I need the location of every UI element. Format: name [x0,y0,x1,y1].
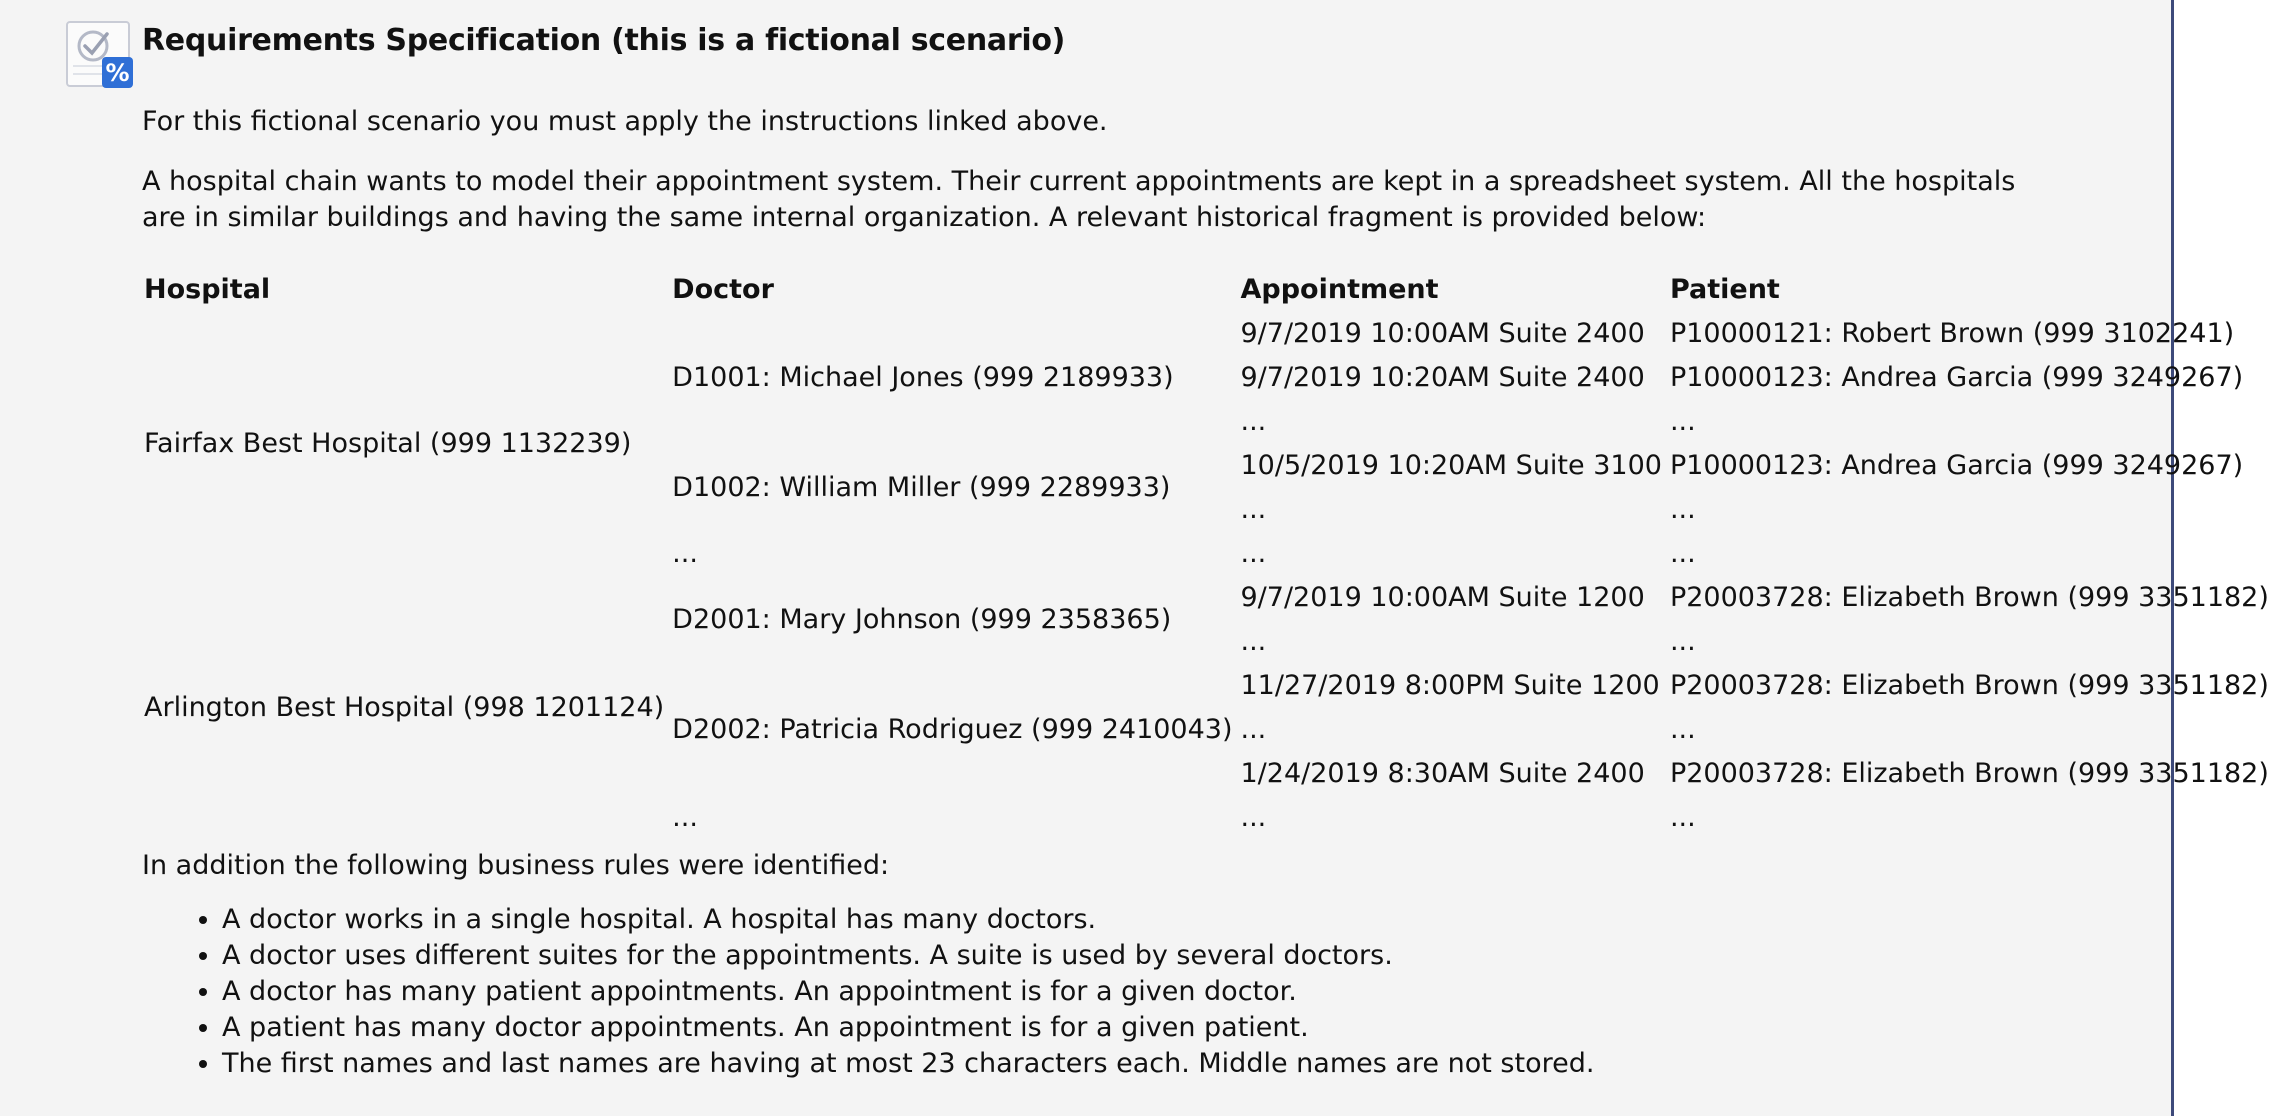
appointment-cell: ... [1240,538,1267,569]
doctor-cell: ... [672,538,698,569]
header-patient: Patient [1669,274,1780,305]
patient-cell: ... [1669,538,1696,569]
page-title: Requirements Specification (this is a fictional scenario) [142,23,1066,58]
business-rule-item: • A doctor works in a single hospital. A hospital has many doctors. [222,902,2042,938]
hospital-cell: Fairfax Best Hospital (999 1132239) [144,428,632,459]
appointment-cell: 11/27/2019 8:00PM Suite 1200 [1240,670,1660,701]
business-rule-item: • A doctor uses different suites for the appointments. A suite is used by several doctors. [222,938,2042,974]
patient-cell: ... [1669,626,1696,657]
appointment-cell: ... [1240,802,1267,833]
header-appointment: Appointment [1240,274,1439,305]
appointment-cell: ... [1240,494,1267,525]
patient-cell: P10000123: Andrea Garcia (999 3249267) [1669,450,2244,481]
hospital-cell: Arlington Best Hospital (998 1201124) [144,692,665,723]
patient-cell: P20003728: Elizabeth Brown (999 3351182) [1669,670,2269,701]
patient-cell: P20003728: Elizabeth Brown (999 3351182) [1669,758,2269,789]
business-rule-item: • The first names and last names are having at most 23 characters each. Middle names are not stored. [222,1046,2042,1082]
patient-cell: ... [1669,802,1696,833]
quiz-icon [65,20,135,90]
business-rule-item: • A patient has many doctor appointments. An appointment is for a given patient. [222,1010,2042,1046]
doctor-cell: D1002: William Miller (999 2289933) [672,472,1171,503]
appointment-cell: ... [1240,714,1267,745]
appointment-cell: 9/7/2019 10:00AM Suite 1200 [1240,582,1645,613]
business-rule-item: • A doctor has many patient appointments. An appointment is for a given doctor. [222,974,2042,1010]
appointment-cell: ... [1240,406,1267,437]
doctor-cell: D2001: Mary Johnson (999 2358365) [672,604,1172,635]
instructions-paragraph: For this fictional scenario you must apply the instructions linked above. [142,106,1108,137]
doctor-cell: D1001: Michael Jones (999 2189933) [672,362,1174,393]
table-row [140,312,2273,356]
patient-cell: P10000121: Robert Brown (999 3102241) [1669,318,2235,349]
appointment-cell: 1/24/2019 8:30AM Suite 2400 [1240,758,1645,789]
patient-cell: P10000123: Andrea Garcia (999 3249267) [1669,362,2244,393]
doctor-cell: D2002: Patricia Rodriguez (999 2410043) [672,714,1233,745]
header-hospital: Hospital [144,274,271,305]
doctor-cell: ... [672,802,698,833]
table-row [140,576,2273,620]
appointment-cell: 10/5/2019 10:20AM Suite 3100 [1240,450,1662,481]
content-area [142,104,2269,1082]
appointment-cell: 9/7/2019 10:20AM Suite 2400 [1240,362,1645,393]
historical-fragment-table [140,268,2273,840]
appointment-cell: 9/7/2019 10:00AM Suite 2400 [1240,318,1645,349]
business-rules-intro: In addition the following business rules were identified: [142,850,890,881]
patient-cell: ... [1669,494,1696,525]
table-header-row [140,268,2273,312]
svg-text:%: % [105,59,130,87]
patient-cell: P20003728: Elizabeth Brown (999 3351182) [1669,582,2269,613]
business-rules-list [142,902,2042,1082]
patient-cell: ... [1669,714,1696,745]
scenario-paragraph: A hospital chain wants to model their appointment system. Their current appointments are kept in a spreadsheet system. All the hospitals are in similar buildings and having the same internal organization. A relevant historical fragment is provided below: [142,166,2016,233]
patient-cell: ... [1669,406,1696,437]
header-doctor: Doctor [672,274,774,305]
appointment-cell: ... [1240,626,1267,657]
